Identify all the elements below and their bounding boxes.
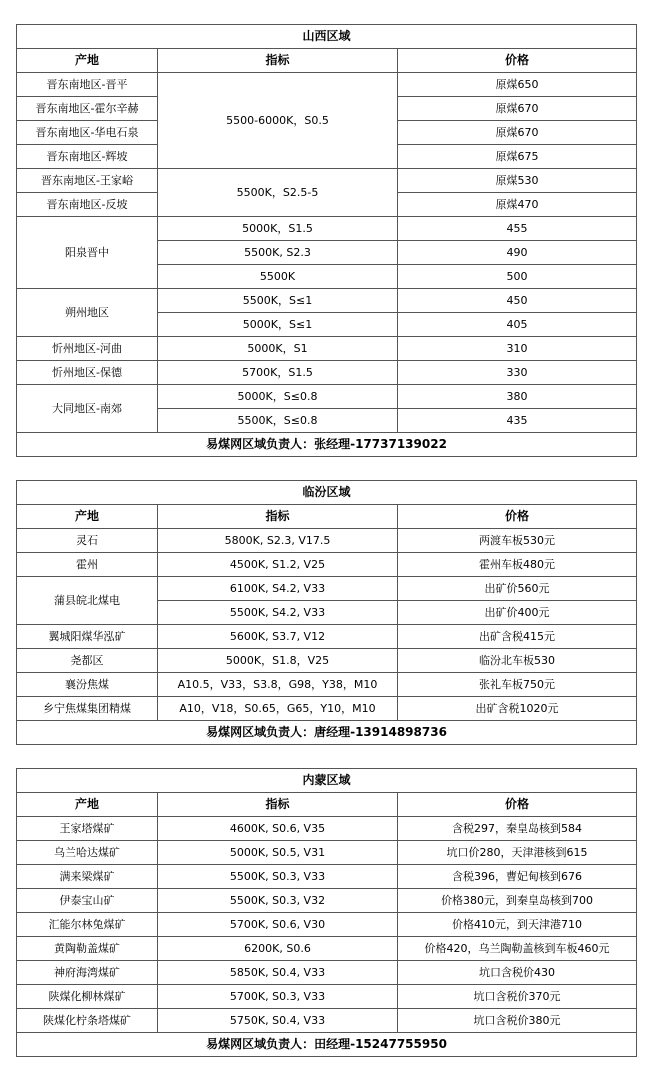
price-cell: 坑口价280，天津港核到615 <box>398 841 637 865</box>
price-cell: 330 <box>398 361 637 385</box>
price-cell: 含税396，曹妃甸核到676 <box>398 865 637 889</box>
table-row <box>17 289 637 313</box>
origin-cell: 灵石 <box>17 529 158 553</box>
origin-cell: 伊泰宝山矿 <box>17 889 158 913</box>
price-cell: 490 <box>398 241 637 265</box>
neimeng-table <box>16 768 637 1057</box>
price-cell: 出矿含税415元 <box>398 625 637 649</box>
spec-cell: 5700K，S1.5 <box>158 361 398 385</box>
header-origin: 产地 <box>17 505 158 529</box>
header-price: 价格 <box>398 793 637 817</box>
spec-cell: 5600K, S3.7, V12 <box>158 625 398 649</box>
price-cell: 临汾北车板530 <box>398 649 637 673</box>
price-cell: 出矿价560元 <box>398 577 637 601</box>
origin-cell: 晋东南地区-晋平 <box>17 73 158 97</box>
spec-cell: 4500K, S1.2, V25 <box>158 553 398 577</box>
origin-cell: 晋东南地区-辉坡 <box>17 145 158 169</box>
spec-cell: 5800K, S2.3, V17.5 <box>158 529 398 553</box>
price-cell: 价格380元，到秦皇岛核到700 <box>398 889 637 913</box>
price-cell: 405 <box>398 313 637 337</box>
table-row <box>17 937 637 961</box>
spec-cell: 5500K，S2.5-5 <box>158 169 398 217</box>
table-row <box>17 913 637 937</box>
price-cell: 380 <box>398 385 637 409</box>
table-row <box>17 985 637 1009</box>
price-cell: 张礼车板750元 <box>398 673 637 697</box>
table-row <box>17 73 637 97</box>
spec-cell: 5000K，S≤1 <box>158 313 398 337</box>
price-cell: 含税297，秦皇岛核到584 <box>398 817 637 841</box>
header-spec: 指标 <box>158 505 398 529</box>
spec-cell: A10，V18，S0.65，G65，Y10，M10 <box>158 697 398 721</box>
spec-cell: 5750K, S0.4, V33 <box>158 1009 398 1033</box>
table-title: 山西区域 <box>17 25 637 49</box>
origin-cell: 忻州地区-河曲 <box>17 337 158 361</box>
spec-cell: 5500K，S≤0.8 <box>158 409 398 433</box>
price-cell: 原煤670 <box>398 97 637 121</box>
table-title: 临汾区域 <box>17 481 637 505</box>
origin-cell: 晋东南地区-华电石泉 <box>17 121 158 145</box>
price-cell: 原煤670 <box>398 121 637 145</box>
origin-cell: 汇能尔林兔煤矿 <box>17 913 158 937</box>
table-row <box>17 961 637 985</box>
table-footer: 易煤网区域负责人：张经理-17737139022 <box>17 433 637 457</box>
origin-cell: 襄汾焦煤 <box>17 673 158 697</box>
origin-cell: 晋东南地区-霍尔辛赫 <box>17 97 158 121</box>
origin-cell: 霍州 <box>17 553 158 577</box>
header-row <box>17 49 637 73</box>
spec-cell: 5000K，S1 <box>158 337 398 361</box>
linfen-table <box>16 480 637 745</box>
price-cell: 价格420，乌兰陶勒盖核到车板460元 <box>398 937 637 961</box>
table-footer: 易煤网区域负责人：唐经理-13914898736 <box>17 721 637 745</box>
table-row <box>17 217 637 241</box>
table-row <box>17 649 637 673</box>
price-cell: 原煤470 <box>398 193 637 217</box>
spec-cell: 5000K，S≤0.8 <box>158 385 398 409</box>
spec-cell: 5500K, S4.2, V33 <box>158 601 398 625</box>
origin-cell: 神府海湾煤矿 <box>17 961 158 985</box>
spec-cell: 5000K, S0.5, V31 <box>158 841 398 865</box>
origin-cell: 蒲县皖北煤电 <box>17 577 158 625</box>
origin-cell: 朔州地区 <box>17 289 158 337</box>
spec-cell: 5500K, S0.3, V32 <box>158 889 398 913</box>
spec-cell: 5500K，S≤1 <box>158 289 398 313</box>
price-cell: 原煤675 <box>398 145 637 169</box>
spec-cell: 5000K，S1.8，V25 <box>158 649 398 673</box>
origin-cell: 阳泉晋中 <box>17 217 158 289</box>
price-cell: 出矿价400元 <box>398 601 637 625</box>
price-cell: 坑口含税价380元 <box>398 1009 637 1033</box>
table-row <box>17 337 637 361</box>
table-row <box>17 553 637 577</box>
table-row <box>17 697 637 721</box>
origin-cell: 陕煤化柳林煤矿 <box>17 985 158 1009</box>
price-cell: 310 <box>398 337 637 361</box>
spec-cell: 4600K, S0.6, V35 <box>158 817 398 841</box>
spec-cell: 5000K，S1.5 <box>158 217 398 241</box>
origin-cell: 翼城阳煤华泓矿 <box>17 625 158 649</box>
spec-cell: 6200K, S0.6 <box>158 937 398 961</box>
spec-cell: 5500-6000K，S0.5 <box>158 73 398 169</box>
table-row <box>17 577 637 601</box>
table-row <box>17 385 637 409</box>
origin-cell: 乌兰哈达煤矿 <box>17 841 158 865</box>
table-row <box>17 625 637 649</box>
origin-cell: 尧都区 <box>17 649 158 673</box>
header-price: 价格 <box>398 49 637 73</box>
price-cell: 原煤530 <box>398 169 637 193</box>
table-row <box>17 169 637 193</box>
spec-cell: 5850K, S0.4, V33 <box>158 961 398 985</box>
table-row <box>17 361 637 385</box>
origin-cell: 晋东南地区-反坡 <box>17 193 158 217</box>
spec-cell: 5500K, S2.3 <box>158 241 398 265</box>
origin-cell: 黄陶勒盖煤矿 <box>17 937 158 961</box>
price-cell: 455 <box>398 217 637 241</box>
spec-cell: 6100K, S4.2, V33 <box>158 577 398 601</box>
price-cell: 原煤650 <box>398 73 637 97</box>
price-cell: 坑口含税价430 <box>398 961 637 985</box>
table-row <box>17 841 637 865</box>
table-footer: 易煤网区域负责人：田经理-15247755950 <box>17 1033 637 1057</box>
origin-cell: 忻州地区-保德 <box>17 361 158 385</box>
header-origin: 产地 <box>17 49 158 73</box>
spec-cell: 5700K, S0.6, V30 <box>158 913 398 937</box>
table-row <box>17 817 637 841</box>
price-cell: 450 <box>398 289 637 313</box>
spec-cell: A10.5，V33，S3.8，G98，Y38，M10 <box>158 673 398 697</box>
table-row <box>17 865 637 889</box>
header-row <box>17 505 637 529</box>
origin-cell: 大同地区-南郊 <box>17 385 158 433</box>
shanxi-table <box>16 24 637 457</box>
header-origin: 产地 <box>17 793 158 817</box>
price-cell: 价格410元，到天津港710 <box>398 913 637 937</box>
table-row <box>17 889 637 913</box>
price-cell: 两渡车板530元 <box>398 529 637 553</box>
price-cell: 500 <box>398 265 637 289</box>
price-cell: 435 <box>398 409 637 433</box>
table-title: 内蒙区域 <box>17 769 637 793</box>
origin-cell: 满来梁煤矿 <box>17 865 158 889</box>
table-row <box>17 1009 637 1033</box>
table-row <box>17 673 637 697</box>
price-cell: 霍州车板480元 <box>398 553 637 577</box>
origin-cell: 陕煤化柠条塔煤矿 <box>17 1009 158 1033</box>
price-cell: 出矿含税1020元 <box>398 697 637 721</box>
spec-cell: 5700K, S0.3, V33 <box>158 985 398 1009</box>
header-row <box>17 793 637 817</box>
spec-cell: 5500K, S0.3, V33 <box>158 865 398 889</box>
header-spec: 指标 <box>158 793 398 817</box>
header-spec: 指标 <box>158 49 398 73</box>
price-cell: 坑口含税价370元 <box>398 985 637 1009</box>
header-price: 价格 <box>398 505 637 529</box>
origin-cell: 王家塔煤矿 <box>17 817 158 841</box>
origin-cell: 乡宁焦煤集团精煤 <box>17 697 158 721</box>
table-row <box>17 529 637 553</box>
spec-cell: 5500K <box>158 265 398 289</box>
origin-cell: 晋东南地区-王家峪 <box>17 169 158 193</box>
